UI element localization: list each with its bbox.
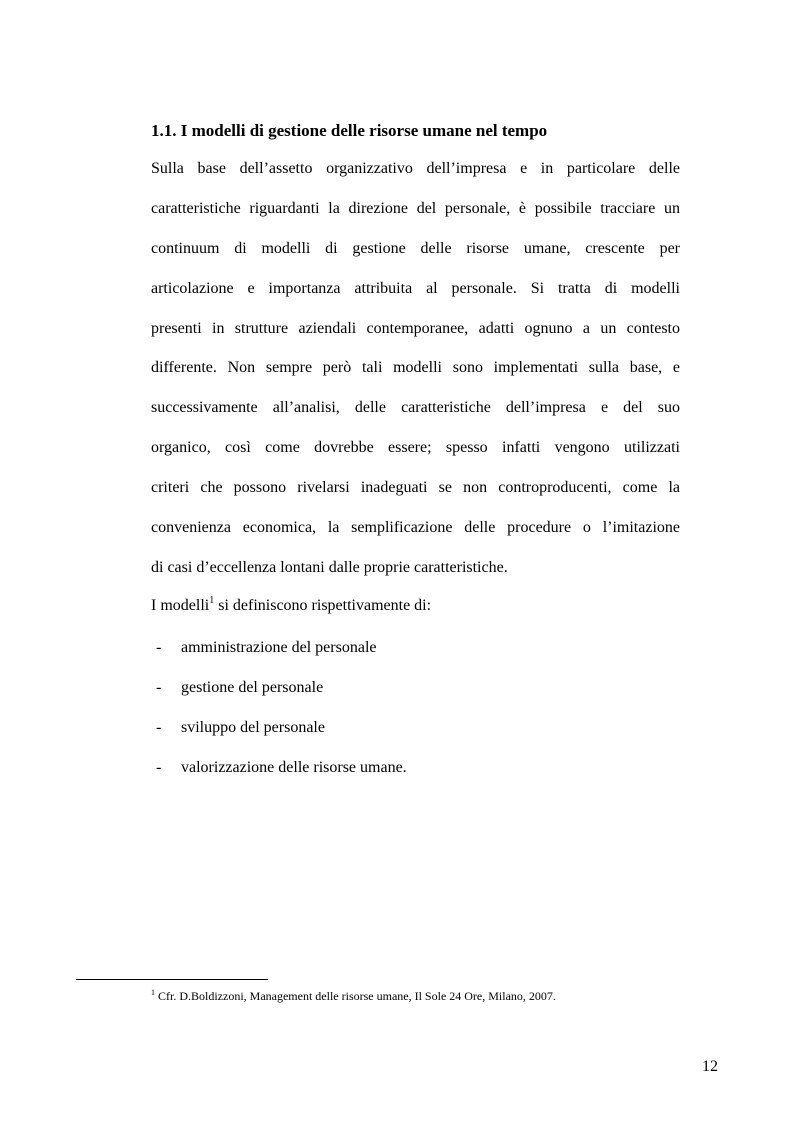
- paragraph-line: successivamente all’analisi, delle caratteristiche dell’impresa e del suo: [151, 399, 680, 416]
- paragraph-line: convenienza economica, la semplificazione delle procedure o l’imitazione: [151, 519, 680, 536]
- list-item-text: amministrazione del personale: [181, 639, 377, 656]
- paragraph-line: organico, così come dovrebbe essere; spesso infatti vengono utilizzati: [151, 439, 680, 456]
- paragraph-line: di casi d’eccellenza lontani dalle proprie caratteristiche.: [151, 559, 508, 576]
- paragraph-line: continuum di modelli di gestione delle risorse umane, crescente per: [151, 240, 680, 257]
- list-intro: [151, 595, 431, 619]
- paragraph-line: caratteristiche riguardanti la direzione del personale, è possibile tracciare un: [151, 200, 680, 217]
- paragraph-line: Sulla base dell’assetto organizzativo dell’impresa e in particolare delle: [151, 160, 680, 177]
- footnote-text: Cfr. D.Boldizzoni, Management delle risorse umane, Il Sole 24 Ore, Milano, 2007.: [158, 989, 556, 1003]
- list-marker: -: [156, 639, 162, 656]
- paragraph-line: articolazione e importanza attribuita al personale. Si tratta di modelli: [151, 280, 680, 297]
- list-item-text: gestione del personale: [181, 679, 324, 696]
- list-item-text: valorizzazione delle risorse umane.: [181, 759, 407, 776]
- list-marker: -: [156, 719, 162, 736]
- list-item-text: sviluppo del personale: [181, 719, 325, 736]
- section-heading: 1.1. I modelli di gestione delle risorse umane nel tempo: [151, 121, 548, 140]
- footnote-number: 1: [151, 988, 155, 997]
- list-marker: -: [156, 679, 162, 696]
- list-item: [156, 677, 323, 699]
- paragraph-line: presenti in strutture aziendali contemporanee, adatti ognuno a un contesto: [151, 320, 680, 337]
- footnote-separator: [76, 979, 268, 980]
- list-item: [156, 717, 325, 739]
- list-item: [156, 637, 376, 659]
- list-intro-text: I modelli: [151, 597, 210, 614]
- list-intro-text: si definiscono rispettivamente di:: [214, 597, 432, 614]
- page-number: 12: [702, 1058, 718, 1075]
- list-item: [156, 757, 407, 779]
- footnote: [151, 988, 556, 1006]
- paragraph-line: criteri che possono rivelarsi inadeguati se non controproducenti, come la: [151, 479, 680, 496]
- footnote-reference: 1: [209, 595, 215, 606]
- paragraph-line: differente. Non sempre però tali modelli sono implementati sulla base, e: [151, 359, 680, 376]
- list-marker: -: [156, 759, 162, 776]
